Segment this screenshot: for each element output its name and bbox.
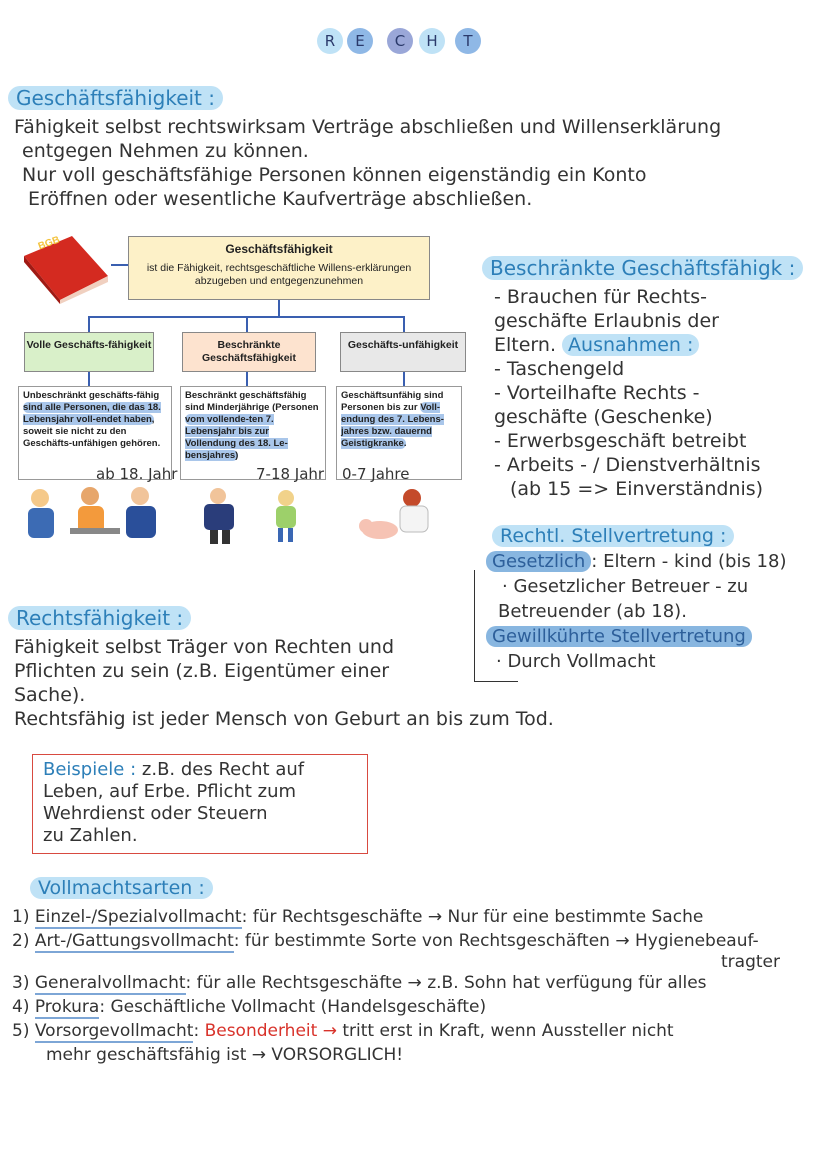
section-beschraenkt [482,256,803,501]
text-line: Fähigkeit selbst rechtswirksam Verträge abschließen und Willenserklärung [14,116,722,138]
list-item: - Vorteilhafte Rechts - [494,382,700,404]
text-line: Pflichten zu sein (z.B. Eigentümer einer [14,660,390,682]
text-line: Wehrdienst oder Steuern [43,803,268,824]
letter-c: C [387,28,413,54]
letter-e: E [347,28,373,54]
text-line: - Brauchen für Rechts- [494,286,707,308]
list-item: 5) Vorsorgevollmacht: Besonderheit → tritt erst in Kraft, wenn Aussteller nicht [12,1021,674,1041]
heading-stellvertretung: Rechtl. Stellvertretung : [492,525,734,547]
col-volle: Volle Geschäfts-fähigkeit [24,332,154,372]
list-item: 3) Generalvollmacht: für alle Rechtsgeschäfte → z.B. Sohn hat verfügung für alles [12,973,707,993]
text-line: Nur voll geschäftsfähige Personen können eigenständig ein Konto [22,164,647,186]
note-volle: ab 18. Jahr [96,465,178,483]
note-beschraenkte: 7-18 Jahr [256,465,325,483]
desc-unfaehigkeit: Geschäftsunfähig sind Personen bis zur Voll-endung des 7. Lebens-jahres bzw. dauernd Geistigkranke. [336,386,462,480]
col-beschraenkte: Beschränkte Geschäftsfähigkeit [182,332,316,372]
text-line: Eltern. [494,334,556,356]
section-geschaeftsfaehigkeit [8,86,721,211]
beispiele-label: Beispiele : [43,759,137,780]
top-box-title: Geschäftsfähigkeit [225,242,333,256]
list-item: 2) Art-/Gattungsvollmacht: für bestimmte Sorte von Rechtsgeschäften → Hygienebeauf- [12,931,759,951]
children-icon [192,486,312,546]
letter-t: T [455,28,481,54]
book-label: BGB [36,234,62,253]
list-item-cont: mehr geschäftsfähig ist → VORSORGLICH! [46,1045,404,1065]
top-box-text: ist die Fähigkeit, rechtsgeschäftliche Willens-erklärungen abzugeben und entgegenzunehmen [146,262,412,287]
letter-h: H [419,28,445,54]
list-item: - Erwerbsgeschäft betreibt [494,430,747,452]
list-item: 4) Prokura: Geschäftliche Vollmacht (Handelsgeschäfte) [12,997,487,1017]
note-unfaehigkeit: 0-7 Jahre [342,465,410,483]
heading-geschaeftsfaehigkeit: Geschäftsfähigkeit : [8,86,223,110]
text-line: geschäfte Erlaubnis der [494,310,719,332]
list-item: (ab 15 => Einverständnis) [510,478,764,500]
list-item: 1) Einzel-/Spezialvollmacht: für Rechtsgeschäfte → Nur für eine bestimmte Sache [12,907,704,927]
gewillkuerte-label: Gewillkührte Stellvertretung [486,626,752,647]
ausnahmen-label: Ausnahmen : [562,334,699,356]
text-line: z.B. des Recht auf [141,759,305,780]
bgb-book-icon [20,232,112,304]
text-line: Fähigkeit selbst Träger von Rechten und [14,636,395,658]
heading-rechtsfaehigkeit: Rechtsfähigkeit : [8,606,191,630]
business-people-icon [18,484,168,548]
text-line: zu Zahlen. [43,825,138,846]
list-item-cont: tragter [721,952,780,972]
desc-volle: Unbeschränkt geschäfts-fähig sind alle Personen, die das 18. Lebensjahr voll-endet haben, soweit sie nicht zu den Geschäfts-unfähigen gehören. [18,386,172,480]
text-line: entgegen Nehmen zu können. [22,140,309,162]
gesetzlich-text: : Eltern - kind (bis 18) [591,551,787,572]
letter-r: R [317,28,343,54]
heading-vollmachtsarten: Vollmachtsarten : [30,877,213,899]
desc-beschraenkte: Beschränkt geschäftsfähig sind Minderjährige (Personen vom vollende-ten 7. Lebensjahr bis zur Vollendung des 18. Le-bensjahres) [180,386,326,480]
list-item: - Arbeits - / Dienstverhältnis [494,454,761,476]
text-line: Rechtsfähig ist jeder Mensch von Geburt an bis zum Tod. [14,708,554,730]
section-vollmachtsarten [12,876,824,1067]
vollmacht-text: · Durch Vollmacht [496,651,656,672]
text-line: Leben, auf Erbe. Pflicht zum [43,781,297,802]
gesetzlich-label: Gesetzlich [486,551,591,572]
heading-beschraenkt: Beschränkte Geschäftsfähigk : [482,256,803,280]
beispiele-box [32,754,368,854]
top-box [128,236,430,300]
text-line: Eröffnen oder wesentliche Kaufverträge abschließen. [28,188,533,210]
section-rechtsfaehigkeit [8,606,554,731]
col-unfaehigkeit: Geschäfts-unfähigkeit [340,332,466,372]
betreuer-line: · Gesetzlicher Betreuer - zu [502,576,749,597]
list-item: - Taschengeld [494,358,625,380]
text-line: Sache). [14,684,86,706]
baby-care-icon [356,486,446,548]
betreuer-line: Betreuender (ab 18). [498,601,687,622]
list-item: geschäfte (Geschenke) [494,406,713,428]
